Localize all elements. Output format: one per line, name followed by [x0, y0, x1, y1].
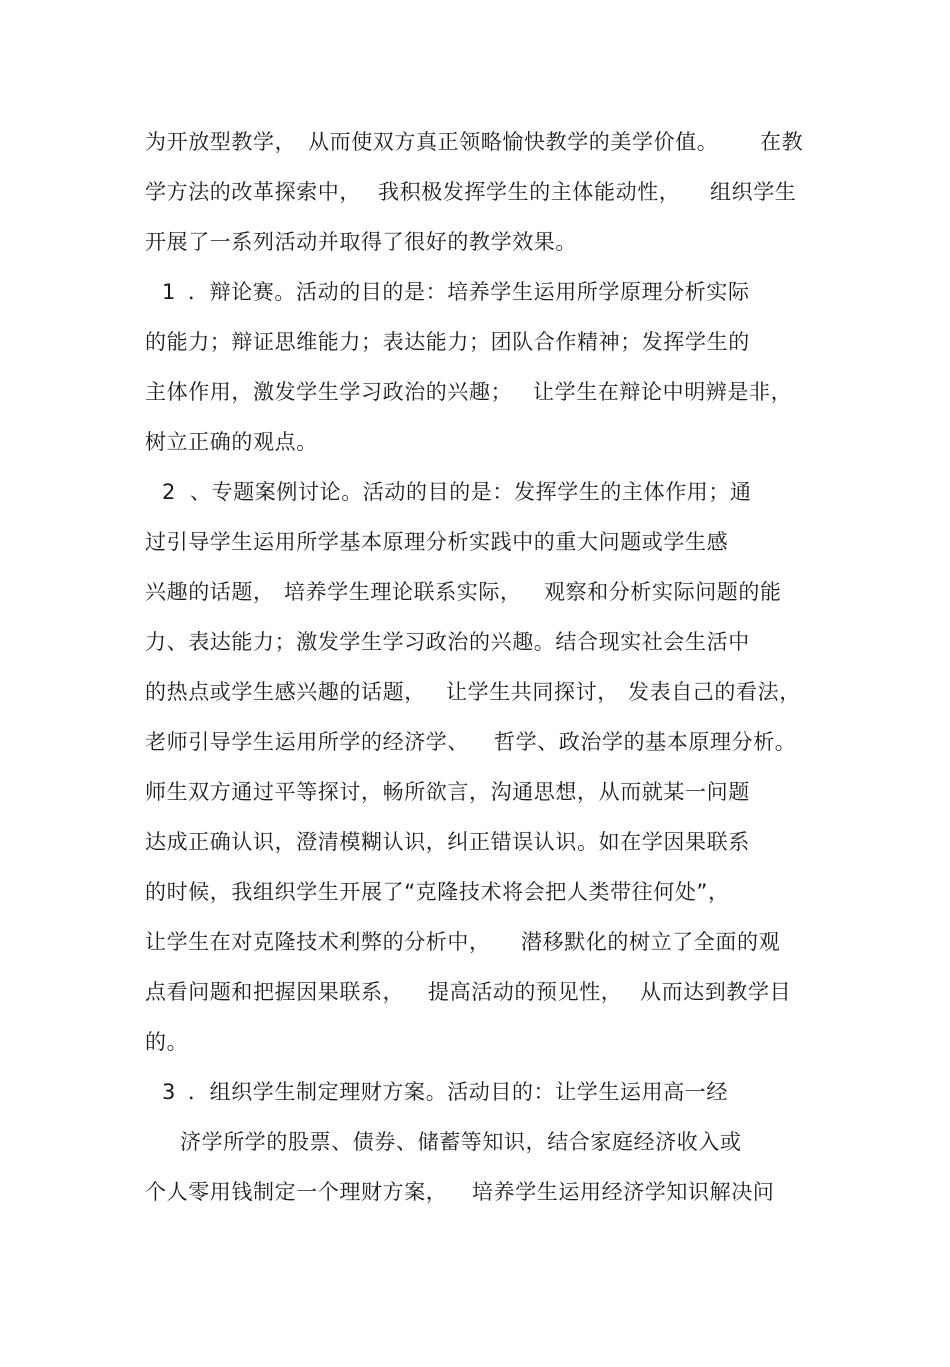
text-segment: 济学所学的股票、债券、储蓄等知识，结合家庭经济收入或: [180, 1130, 742, 1154]
text-segment: 让学生在对克隆技术利弊的分析中，: [145, 930, 491, 954]
text-line: [0, 767, 950, 817]
text-segment: 的热点或学生感兴趣的话题，: [145, 680, 426, 704]
text-segment: 的能力；辩证思维能力；表达能力；团队合作精神；发挥学生的: [145, 330, 750, 354]
text-segment: 树立正确的观点。: [145, 430, 318, 454]
text-segment: 潜移默化的树立了全面的观: [521, 930, 781, 954]
list-number: 2: [162, 480, 176, 504]
text-line: [0, 867, 950, 917]
text-line: [0, 317, 950, 367]
text-segment: 点看问题和把握因果联系，: [145, 980, 405, 1004]
text-line: [0, 717, 950, 767]
list-number: 3: [162, 1080, 176, 1104]
text-segment: 学方法的改革探索中，: [145, 180, 361, 204]
text-line: [0, 967, 950, 1017]
text-line: [0, 117, 950, 167]
list-item-1: [0, 267, 950, 317]
list-item-2: [0, 467, 950, 517]
text-segment: 让学生在辩论中明辨是非，: [533, 380, 793, 404]
text-segment: 老师引导学生运用所学的经济学、: [145, 730, 469, 754]
text-segment: 发表自己的看法，: [628, 680, 801, 704]
text-line: [0, 417, 950, 467]
text-segment: 兴趣的话题，: [145, 580, 275, 604]
text-segment: 过引导学生运用所学基本原理分析实践中的重大问题或学生感: [145, 530, 729, 554]
text-segment: 的时候，我组织学生开展了“克隆技术将会把人类带往何处”，: [145, 880, 730, 904]
text-segment: 我积极发挥学生的主体能动性，: [378, 180, 681, 204]
text-line: [0, 517, 950, 567]
text-segment: ．辩论赛。活动的目的是：培养学生运用所学原理分析实际: [188, 280, 750, 304]
text-segment: 个人零用钱制定一个理财方案，: [145, 1180, 448, 1204]
text-segment: 从而使双方真正领略愉快教学的美学价值。: [308, 130, 719, 154]
text-line: [0, 667, 950, 717]
text-segment: 、专题案例讨论。活动的目的是：发挥学生的主体作用；通: [190, 480, 752, 504]
text-line: [0, 1017, 950, 1067]
text-segment: 培养学生理论联系实际，: [284, 580, 522, 604]
text-segment: 为开放型教学，: [145, 130, 297, 154]
text-segment: 从而达到教学目: [640, 980, 792, 1004]
text-segment: 提高活动的预见性，: [428, 980, 623, 1004]
text-line: [0, 367, 950, 417]
text-line: [0, 1117, 950, 1167]
text-segment: 开展了一系列活动并取得了很好的教学效果。: [145, 230, 577, 254]
text-segment: ．组织学生制定理财方案。活动目的：让学生运用高一经: [188, 1080, 728, 1104]
text-line: [0, 217, 950, 267]
text-segment: 哲学、政治学的基本原理分析。: [494, 730, 797, 754]
text-segment: 主体作用，激发学生学习政治的兴趣；: [145, 380, 513, 404]
text-segment: 的。: [145, 1030, 189, 1054]
text-segment: 达成正确认识，澄清模糊认识，纠正错误认识。如在学因果联系: [145, 830, 750, 854]
text-segment: 师生双方通过平等探讨，畅所欲言，沟通思想，从而就某一问题: [145, 780, 750, 804]
list-item-3: [0, 1067, 950, 1117]
text-segment: 在教: [760, 130, 804, 154]
text-line: [0, 1167, 950, 1217]
text-segment: 让学生共同探讨，: [446, 680, 619, 704]
text-line: [0, 917, 950, 967]
text-line: [0, 817, 950, 867]
text-line: [0, 617, 950, 667]
list-number: 1: [162, 280, 176, 304]
text-segment: 组织学生: [710, 180, 797, 204]
text-segment: 力、表达能力；激发学生学习政治的兴趣。结合现实社会生活中: [145, 630, 750, 654]
text-line: [0, 167, 950, 217]
body-text: [0, 117, 950, 1217]
text-segment: 培养学生运用经济学知识解决问: [472, 1180, 775, 1204]
text-line: [0, 567, 950, 617]
text-segment: 观察和分析实际问题的能: [544, 580, 782, 604]
